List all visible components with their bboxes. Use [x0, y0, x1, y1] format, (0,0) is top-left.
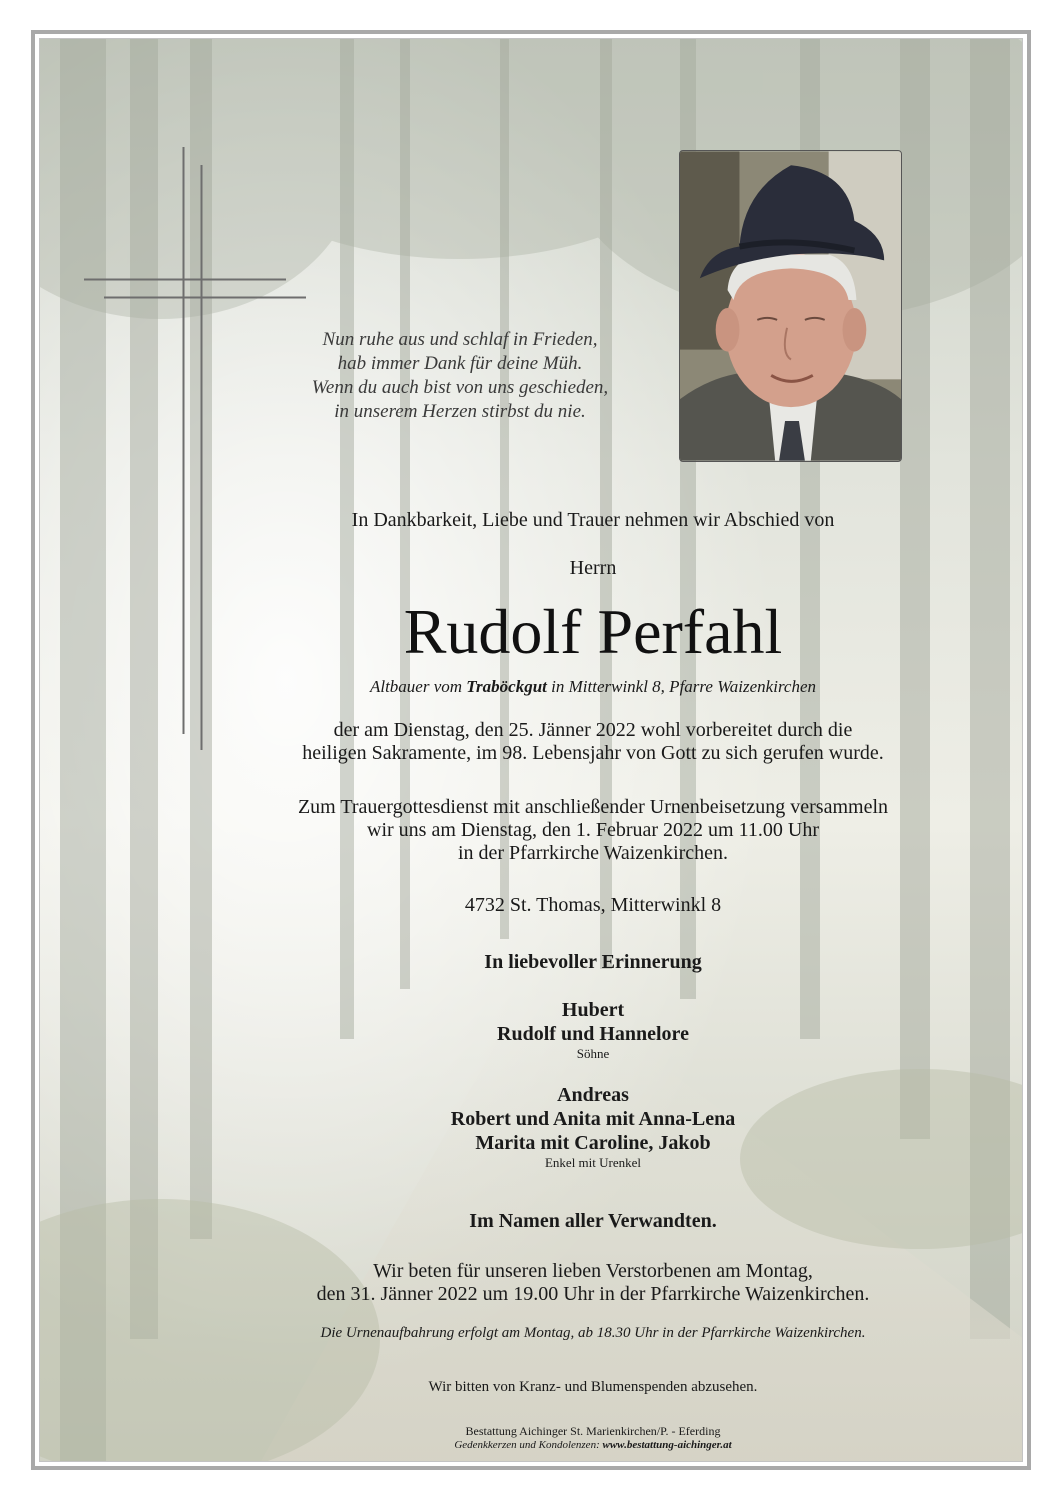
- grandchild-name: Marita mit Caroline, Jakob: [475, 1132, 711, 1154]
- grandchildren-label: Enkel mit Urenkel: [544, 1155, 642, 1170]
- flowers-note: Wir bitten von Kranz- und Blumenspenden abzusehen.: [428, 1379, 758, 1395]
- occupation-post: in Mitterwinkl 8, Pfarre Waizenkirchen: [546, 677, 817, 696]
- salutation: Herrn: [569, 557, 617, 579]
- funeral-home-footer: [180, 1424, 1006, 1452]
- footer-website-link[interactable]: www.bestattung-aichinger.at: [602, 1439, 732, 1451]
- urn-note: Die Urnenaufbahrung erfolgt am Montag, ab 18.30 Uhr in der Pfarrkirche Waizenkirchen.: [320, 1325, 866, 1341]
- prayer-line: Wir beten für unseren lieben Verstorbenen am Montag,: [373, 1260, 813, 1282]
- son-name: Hubert: [561, 999, 625, 1021]
- death-notice: [180, 719, 1006, 765]
- poem-line: in unserem Herzen stirbst du nie.: [334, 401, 586, 422]
- service-line: wir uns am Dienstag, den 1. Februar 2022 um 11.00 Uhr: [367, 819, 819, 841]
- grandchild-name: Robert und Anita mit Anna-Lena: [450, 1108, 736, 1130]
- service-notice: [180, 796, 1006, 865]
- portrait-photo: [679, 150, 902, 462]
- deceased-name: Rudolf Perfahl: [403, 596, 783, 667]
- intro-text: In Dankbarkeit, Liebe und Trauer nehmen wir Abschied von: [351, 509, 835, 531]
- service-line: Zum Trauergottesdienst mit anschließender Urnenbeisetzung versammeln: [297, 796, 889, 818]
- poem-line: Nun ruhe aus und schlaf in Frieden,: [322, 329, 598, 350]
- prayer-line: den 31. Jänner 2022 um 19.00 Uhr in der Pfarrkirche Waizenkirchen.: [316, 1283, 870, 1305]
- poem-line: hab immer Dank für deine Müh.: [337, 353, 583, 374]
- footer-line1: Bestattung Aichinger St. Marienkirchen/P. - Eferding: [465, 1424, 721, 1438]
- sons-label: Söhne: [576, 1046, 610, 1061]
- occupation-line: [180, 676, 1006, 698]
- sons-block: [180, 998, 1006, 1062]
- grandchild-name: Andreas: [557, 1084, 629, 1106]
- death-notice-line: der am Dienstag, den 25. Jänner 2022 wohl vorbereitet durch die: [333, 719, 853, 741]
- occupation-pre: Altbauer vom: [369, 677, 467, 696]
- footer-line2: [180, 1438, 1006, 1452]
- footer-condolence-label: Gedenkkerzen und Kondolenzen:: [454, 1439, 603, 1451]
- prayer-notice: [180, 1260, 1006, 1306]
- address: 4732 St. Thomas, Mitterwinkl 8: [464, 894, 722, 916]
- relatives-line: Im Namen aller Verwandten.: [469, 1210, 717, 1232]
- poem: [240, 328, 680, 424]
- service-line: in der Pfarrkirche Waizenkirchen.: [457, 842, 729, 864]
- portrait-image: [680, 151, 901, 461]
- farm-name: Traböckgut: [466, 677, 547, 696]
- son-name: Rudolf und Hannelore: [497, 1023, 689, 1045]
- death-notice-line: heiligen Sakramente, im 98. Lebensjahr von Gott zu sich gerufen wurde.: [302, 742, 884, 764]
- grandchildren-block: [180, 1083, 1006, 1171]
- remembrance-heading: In liebevoller Erinnerung: [484, 951, 702, 973]
- poem-line: Wenn du auch bist von uns geschieden,: [311, 377, 609, 398]
